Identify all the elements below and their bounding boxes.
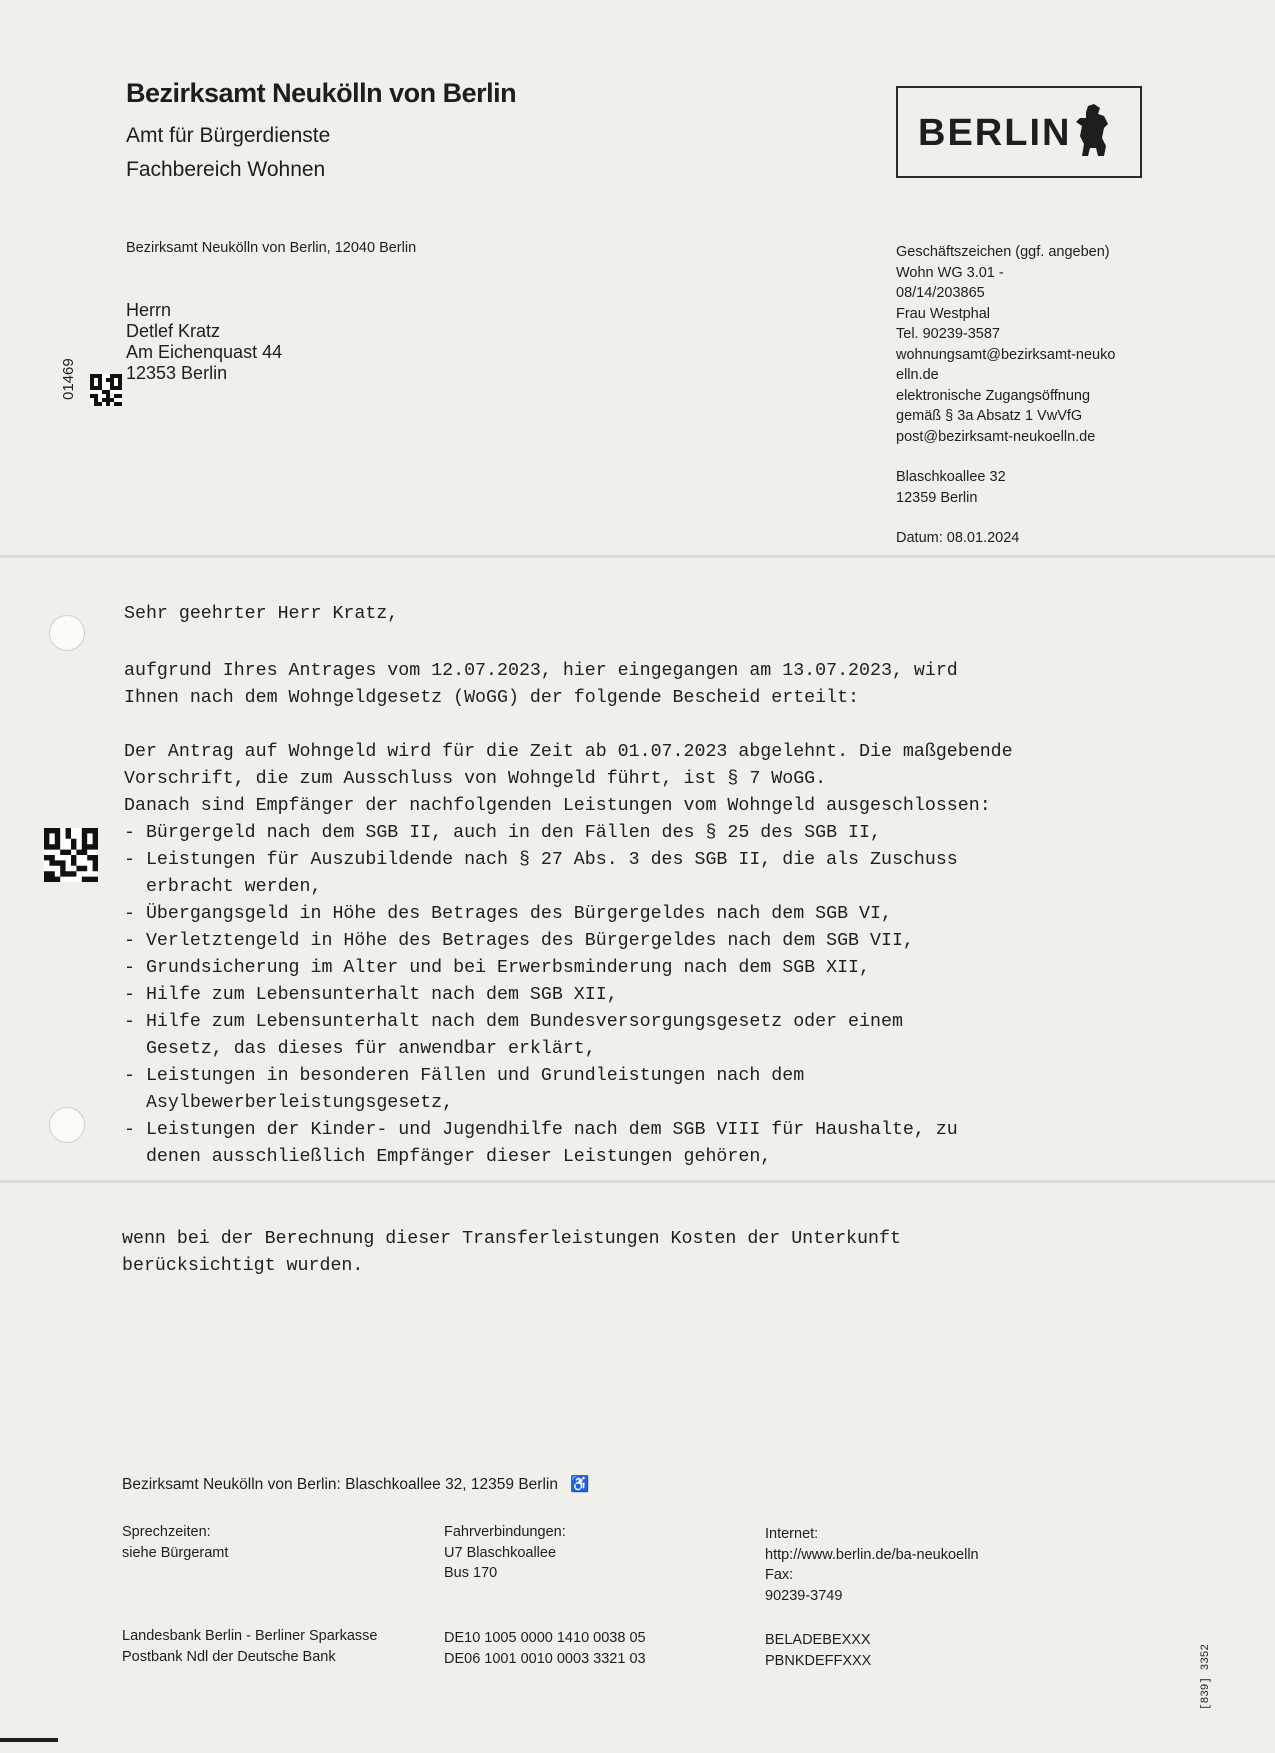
recipient-name: Detlef Kratz [126, 321, 221, 341]
transport-line: U7 Blaschkoallee [444, 1544, 557, 1561]
decision-line: Vorschrift, die zum Ausschluss von Wohngeld führt, ist § 7 WoGG. [124, 769, 827, 789]
exclusion-item: - Übergangsgeld in Höhe des Betrages des Bürgergeldes nach dem SGB VI, [124, 904, 892, 924]
contact-person: Frau Westphal [896, 305, 991, 322]
greeting: Sehr geehrter Herr Kratz, [124, 604, 399, 624]
intro-paragraph [124, 658, 958, 712]
letter-date: Datum: 08.01.2024 [896, 530, 1020, 546]
hours-label: Sprechzeiten: [122, 1524, 211, 1540]
footer-iban [444, 1628, 646, 1669]
reference-number-2: 08/14/203865 [896, 285, 985, 301]
recipient-code: 01469 [60, 358, 77, 400]
iban: DE06 1001 0010 0003 3321 03 [444, 1650, 646, 1667]
iban: DE10 1005 0000 1410 0038 05 [444, 1630, 646, 1646]
exclusion-item: - Hilfe zum Lebensunterhalt nach dem SGB XII, [124, 985, 618, 1005]
reference-block [896, 242, 1156, 549]
exclusion-item: denen ausschließlich Empfänger dieser Leistungen gehören, [124, 1147, 772, 1167]
footer-banks [122, 1626, 378, 1667]
recipient-salutation: Herrn [126, 300, 172, 320]
reference-label: Geschäftszeichen (ggf. angeben) [896, 244, 1110, 260]
punch-hole [49, 1107, 85, 1143]
access-note-2: gemäß § 3a Absatz 1 VwVfG [896, 408, 1083, 424]
exclusion-item: - Bürgergeld nach dem SGB II, auch in den Fällen des § 25 des SGB II, [124, 823, 881, 843]
closing-paragraph [122, 1226, 901, 1280]
authority-name: Bezirksamt Neukölln von Berlin [126, 78, 517, 108]
fold-line [0, 555, 1275, 558]
office-street: Blaschkoallee 32 [896, 469, 1006, 485]
intro-line: Ihnen nach dem Wohngeldgesetz (WoGG) der folgende Bescheid erteilt: [124, 688, 860, 708]
exclusion-item: erbracht werden, [124, 877, 322, 897]
exclusion-item: Gesetz, das dieses für anwendbar erklärt, [124, 1039, 596, 1059]
punch-hole [49, 615, 85, 651]
footer-hours [122, 1522, 228, 1563]
qr-code-small-icon [90, 374, 122, 406]
intro-line: aufgrund Ihres Antrages vom 12.07.2023, hier eingegangen am 13.07.2023, wird [124, 661, 958, 681]
recipient-city: 12353 Berlin [126, 363, 228, 383]
decision-line: Der Antrag auf Wohngeld wird für die Zeit ab 01.07.2023 abgelehnt. Die maßgebende [124, 742, 1013, 762]
contact-phone: Tel. 90239-3587 [896, 326, 1000, 342]
department-name: Fachbereich Wohnen [126, 158, 326, 181]
internet-link[interactable]: http://www.berlin.de/ba-neukoelln [765, 1546, 979, 1563]
footer-bic [765, 1630, 871, 1671]
logo-text: BERLIN [918, 112, 1072, 154]
wheelchair-icon: ♿ [570, 1476, 590, 1493]
transport-line: Bus 170 [444, 1565, 498, 1581]
recipient-street: Am Eichenquast 44 [126, 342, 283, 362]
contact-email-2: elln.de [896, 367, 939, 383]
hours-value: siehe Bürgeramt [122, 1544, 229, 1561]
footer-address [122, 1475, 590, 1496]
office-city: 12359 Berlin [896, 489, 978, 506]
exclusion-item: - Grundsicherung im Alter und bei Erwerbsminderung nach dem SGB XII, [124, 958, 870, 978]
exclusion-item: - Leistungen für Auszubildende nach § 27 Abs. 3 des SGB II, die als Zuschuss [124, 850, 958, 870]
sender-line: Bezirksamt Neukölln von Berlin, 12040 Berlin [126, 240, 417, 256]
berlin-bear-icon [1074, 102, 1114, 162]
closing-line: berücksichtigt wurden. [122, 1256, 364, 1276]
footer-address-text: Bezirksamt Neukölln von Berlin: Blaschkoallee 32, 12359 Berlin [122, 1476, 558, 1493]
office-name: Amt für Bürgerdienste [126, 124, 331, 147]
bank-name: Landesbank Berlin - Berliner Sparkasse [122, 1628, 378, 1644]
bic: BELADEBEXXX [765, 1632, 871, 1648]
fax-value: 90239-3749 [765, 1587, 843, 1604]
closing-line: wenn bei der Berechnung dieser Transferleistungen Kosten der Unterkunft [122, 1229, 901, 1249]
exclusion-item: - Leistungen der Kinder- und Jugendhilfe nach dem SGB VIII für Haushalte, zu [124, 1120, 958, 1140]
bic: PBNKDEFFXXX [765, 1652, 872, 1669]
bank-name: Postbank Ndl der Deutsche Bank [122, 1648, 336, 1665]
decision-line: Danach sind Empfänger der nachfolgenden Leistungen vom Wohngeld ausgeschlossen: [124, 796, 991, 816]
reference-number-1: Wohn WG 3.01 - [896, 264, 1004, 281]
fax-label: Fax: [765, 1567, 794, 1583]
berlin-logo [896, 86, 1142, 178]
access-note-1: elektronische Zugangsöffnung [896, 387, 1091, 404]
contact-email-1: wohnungsamt@bezirksamt-neuko [896, 346, 1116, 363]
decision-paragraph [124, 739, 1013, 1171]
internet-label: Internet: [765, 1526, 819, 1542]
qr-code-icon [44, 828, 98, 882]
access-email: post@bezirksamt-neukoelln.de [896, 428, 1096, 445]
exclusion-item: - Verletztengeld in Höhe des Betrages des Bürgergeldes nach dem SGB VII, [124, 931, 914, 951]
exclusion-item: - Leistungen in besonderen Fällen und Grundleistungen nach dem [124, 1066, 805, 1086]
transport-label: Fahrverbindungen: [444, 1524, 566, 1540]
exclusion-item: - Hilfe zum Lebensunterhalt nach dem Bundesversorgungsgesetz oder einem [124, 1012, 903, 1032]
footer-transport [444, 1522, 566, 1584]
exclusion-item: Asylbewerberleistungsgesetz, [124, 1093, 454, 1113]
recipient-address [126, 300, 282, 384]
side-code: [839] 3352 [1200, 1643, 1212, 1710]
edge-mark [0, 1738, 58, 1742]
fold-line [0, 1180, 1275, 1183]
footer-internet [765, 1524, 979, 1606]
